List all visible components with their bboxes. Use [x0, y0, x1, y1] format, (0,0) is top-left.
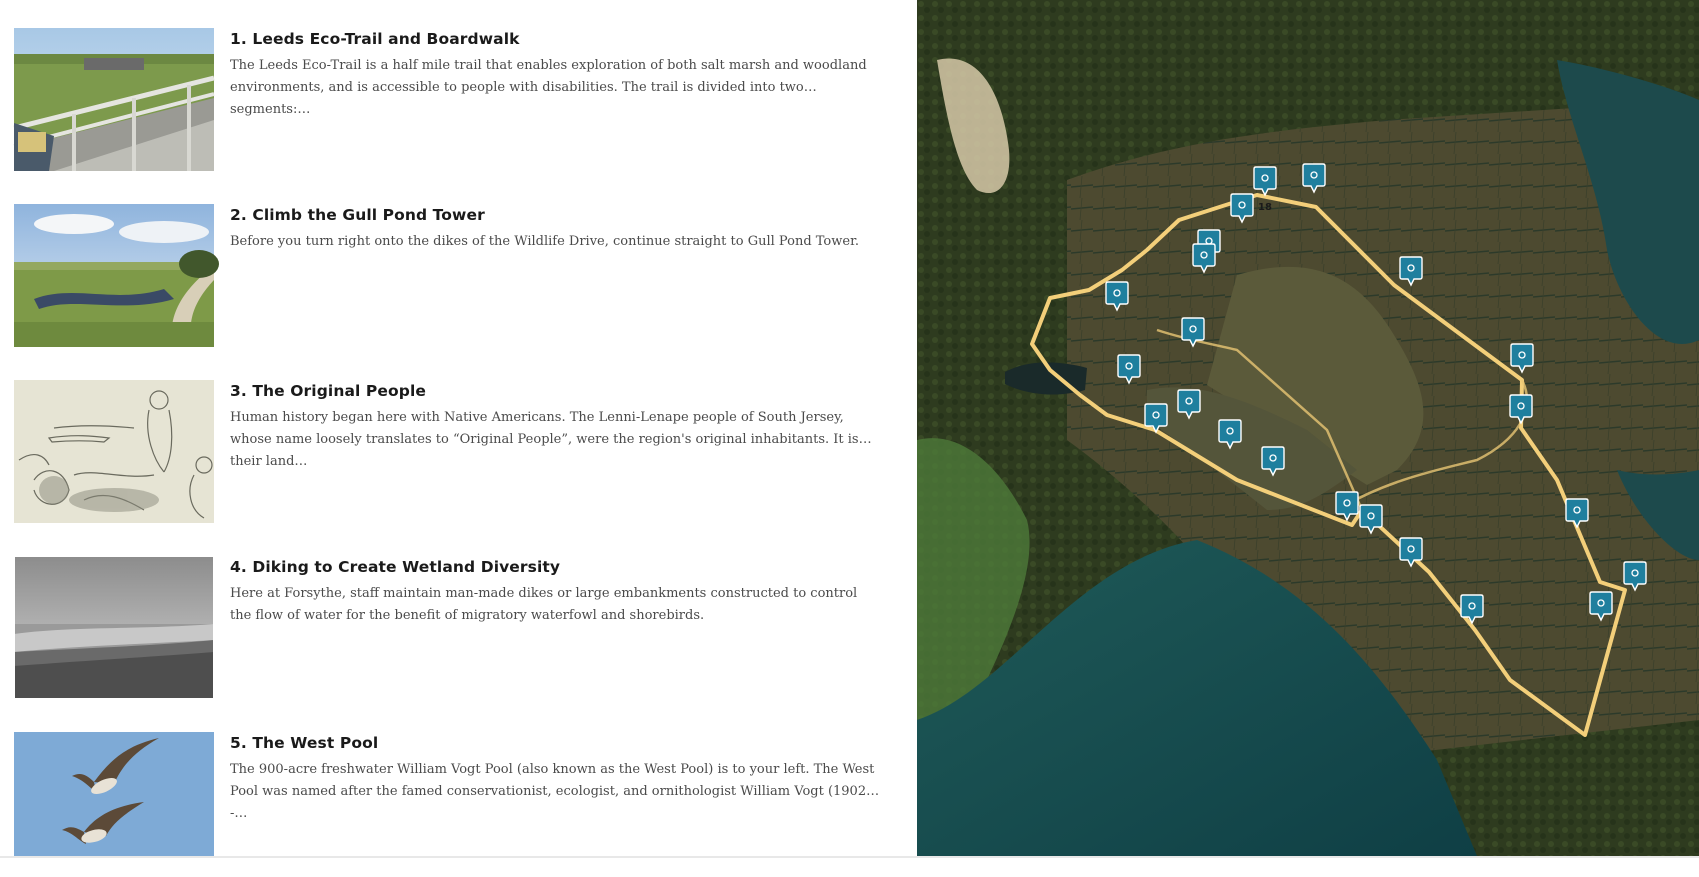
tour-item[interactable]: [14, 380, 904, 525]
item-title[interactable]: 3. The Original People: [230, 382, 426, 400]
item-title[interactable]: 4. Diking to Create Wetland Diversity: [230, 558, 561, 576]
sketch-illustration[interactable]: [14, 380, 214, 523]
birds-in-flight-photo[interactable]: [14, 732, 214, 856]
item-description: The 900-acre freshwater William Vogt Pool (also known as the West Pool) is to your left. The West Pool was named after the famed conservationist, ecologist, and ornithologist William Vogt (1902 -…: [230, 762, 875, 821]
bottom-divider: [0, 856, 1699, 858]
item-description: Human history began here with Native Americans. The Lenni-Lenape people of South Jersey, whose name loosely translates to “Original People”, were the region's original inhabitants. It is their land…: [230, 410, 859, 469]
boardwalk-photo[interactable]: [14, 28, 214, 171]
item-description: Here at Forsythe, staff maintain man-made dikes or large embankments constructed to control the flow of water for the benefit of migratory waterfowl and shorebirds.: [230, 586, 858, 623]
tour-item[interactable]: [14, 204, 904, 349]
historic-bw-photo[interactable]: [14, 556, 214, 699]
map-marker-label: 18: [1258, 202, 1272, 213]
item-title[interactable]: 5. The West Pool: [230, 734, 379, 752]
item-title[interactable]: 2. Climb the Gull Pond Tower: [230, 206, 485, 224]
item-description: The Leeds Eco-Trail is a half mile trail that enables exploration of both salt marsh and woodland environments, and is accessible to people with disabilities. The trail is divided into two segments:…: [230, 58, 867, 117]
item-description: Before you turn right onto the dikes of the Wildlife Drive, continue straight to Gull Pond Tower.: [230, 234, 860, 249]
tour-item[interactable]: [14, 28, 904, 173]
satellite-map[interactable]: [917, 0, 1699, 856]
item-title[interactable]: 1. Leeds Eco-Trail and Boardwalk: [230, 30, 520, 48]
tour-item[interactable]: [14, 556, 904, 701]
marsh-trail-photo[interactable]: [14, 204, 214, 347]
